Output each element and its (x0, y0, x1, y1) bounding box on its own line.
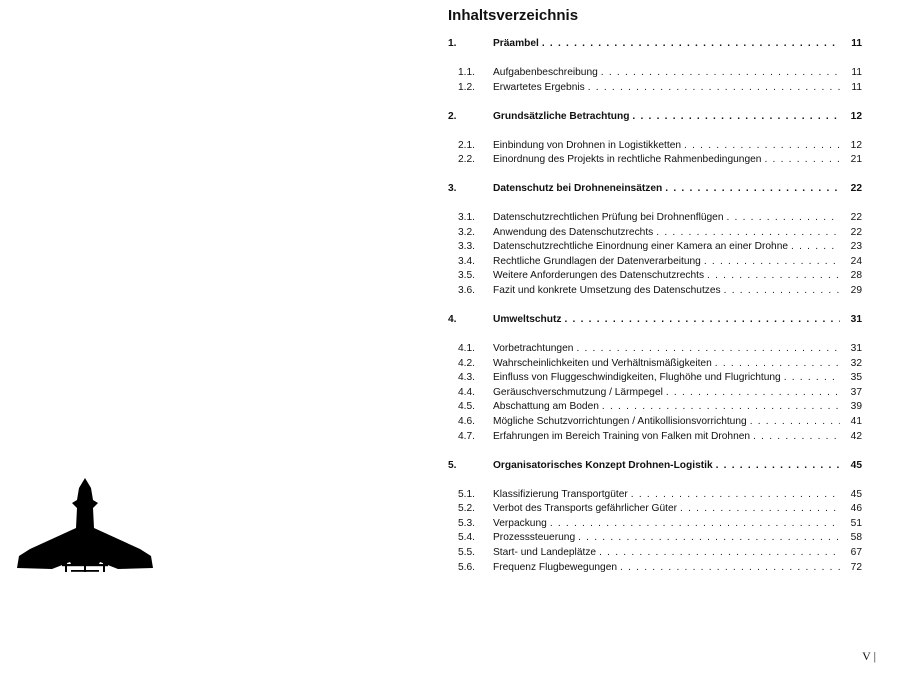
toc-subsection (448, 430, 862, 445)
toc-subsection (448, 357, 862, 372)
toc-entry-line (493, 269, 862, 284)
toc-subsection (448, 400, 862, 415)
toc-entry-page: 58 (850, 532, 862, 544)
toc-spacer (448, 168, 862, 182)
toc-subsection (448, 255, 862, 270)
toc-entry-line (493, 240, 862, 255)
toc-entry-line (493, 66, 862, 81)
toc-subsection (448, 371, 862, 386)
toc-entry-page: 46 (850, 503, 862, 515)
toc-spacer (448, 124, 862, 138)
dot-leader (666, 386, 840, 401)
toc-entry-line (493, 546, 862, 561)
toc-subsection (448, 517, 862, 532)
toc-entry-line (493, 81, 862, 96)
toc-entry-page: 42 (850, 430, 862, 442)
toc-section (448, 313, 862, 328)
dot-leader (632, 110, 840, 125)
toc-entry-number: 4.6. (458, 416, 475, 428)
toc-entry-page: 72 (850, 561, 862, 573)
toc-entry-line (493, 153, 862, 168)
toc-list (448, 37, 862, 575)
toc-entry-title: Erwartetes Ergebnis (493, 81, 588, 96)
toc-entry-title: Wahrscheinlichkeiten und Verhältnismäßigkeiten (493, 357, 715, 372)
toc-entry-number: 3.5. (458, 270, 475, 282)
toc-entry-page: 12 (850, 139, 862, 151)
dot-leader (576, 342, 840, 357)
dot-leader (565, 313, 841, 328)
toc-entry-line (493, 561, 862, 576)
toc-spacer (448, 52, 862, 66)
toc-section (448, 182, 862, 197)
toc-entry-number: 5.2. (458, 503, 475, 515)
dot-leader (601, 66, 840, 81)
toc-entry-line (493, 211, 862, 226)
toc-entry-number: 2. (448, 110, 457, 122)
toc-entry-page: 22 (850, 212, 862, 224)
toc-entry-number: 3.4. (458, 255, 475, 267)
toc-entry-title: Vorbetrachtungen (493, 342, 576, 357)
toc-entry-line (493, 284, 862, 299)
toc-entry-page: 67 (850, 546, 862, 558)
toc-subsection (448, 153, 862, 168)
toc-subsection (448, 546, 862, 561)
dot-leader (716, 459, 840, 474)
toc-entry-title: Klassifizierung Transportgüter (493, 488, 631, 503)
toc-spacer (448, 473, 862, 487)
dot-leader (727, 211, 841, 226)
toc-spacer (448, 95, 862, 109)
toc-entry-title: Start- und Landeplätze (493, 546, 599, 561)
toc-entry-number: 4. (448, 314, 457, 326)
toc-entry-page: 11 (851, 66, 862, 78)
toc-entry-number: 3.1. (458, 212, 475, 224)
dot-leader (750, 415, 840, 430)
toc-entry-page: 22 (850, 226, 862, 238)
toc-entry-title: Abschattung am Boden (493, 400, 602, 415)
toc-entry-page: 41 (850, 416, 862, 428)
toc-subsection (448, 386, 862, 401)
toc-entry-line (493, 531, 862, 546)
toc-entry-number: 5. (448, 459, 457, 471)
toc-entry-line (493, 386, 862, 401)
toc-subsection (448, 488, 862, 503)
toc-entry-page: 24 (850, 255, 862, 267)
toc-entry-page: 45 (850, 459, 862, 471)
toc-subsection (448, 226, 862, 241)
toc-entry-page: 12 (850, 110, 862, 122)
toc-entry-page: 45 (850, 488, 862, 500)
toc-entry-line (493, 430, 862, 445)
toc-entry-title: Verbot des Transports gefährlicher Güter (493, 502, 680, 517)
toc-entry-line (493, 313, 862, 328)
toc-entry-line (493, 255, 862, 270)
dot-leader (784, 371, 840, 386)
toc-subsection (448, 81, 862, 96)
toc-entry-number: 4.5. (458, 401, 475, 413)
toc-entry-title: Anwendung des Datenschutzrechts (493, 226, 656, 241)
toc-entry-page: 11 (851, 81, 862, 93)
dot-leader (665, 182, 840, 197)
toc-subsection (448, 211, 862, 226)
dot-leader (599, 546, 840, 561)
toc-entry-page: 37 (850, 386, 862, 398)
toc-entry-number: 5.6. (458, 561, 475, 573)
toc-entry-page: 23 (850, 241, 862, 253)
toc-entry-line (493, 182, 862, 197)
dot-leader (764, 153, 840, 168)
toc-entry-page: 31 (850, 343, 862, 355)
dot-leader (704, 255, 840, 270)
toc-entry-line (493, 517, 862, 532)
toc-entry-number: 5.1. (458, 488, 475, 500)
toc-entry-title: Umweltschutz (493, 313, 565, 328)
toc-entry-title: Datenschutzrechtlichen Prüfung bei Drohnenflügen (493, 211, 727, 226)
toc-entry-title: Verpackung (493, 517, 550, 532)
toc-subsection (448, 531, 862, 546)
toc-entry-title: Datenschutz bei Drohneneinsätzen (493, 182, 665, 197)
toc-subsection (448, 415, 862, 430)
dot-leader (588, 81, 840, 96)
toc-entry-number: 1.2. (458, 81, 475, 93)
toc-entry-title: Aufgabenbeschreibung (493, 66, 601, 81)
toc-entry-line (493, 110, 862, 125)
dot-leader (631, 488, 840, 503)
toc-entry-page: 35 (850, 372, 862, 384)
toc-subsection (448, 240, 862, 255)
dot-leader (656, 226, 840, 241)
toc-section (448, 459, 862, 474)
toc-entry-number: 4.2. (458, 357, 475, 369)
toc-entry-title: Organisatorisches Konzept Drohnen-Logistik (493, 459, 716, 474)
toc-entry-title: Frequenz Flugbewegungen (493, 561, 620, 576)
dot-leader (578, 531, 840, 546)
toc-entry-number: 1.1. (458, 66, 475, 78)
toc-entry-page: 21 (850, 154, 862, 166)
toc-title: Inhaltsverzeichnis (448, 7, 579, 24)
toc-entry-number: 4.4. (458, 386, 475, 398)
toc-entry-title: Weitere Anforderungen des Datenschutzrechts (493, 269, 707, 284)
toc-entry-number: 2.2. (458, 154, 475, 166)
toc-entry-page: 29 (850, 285, 862, 297)
toc-entry-number: 5.4. (458, 532, 475, 544)
dot-leader (791, 240, 840, 255)
toc-section (448, 37, 862, 52)
dot-leader (684, 139, 840, 154)
toc-entry-number: 4.3. (458, 372, 475, 384)
dot-leader (724, 284, 840, 299)
toc-entry-title: Fazit und konkrete Umsetzung des Datenschutzes (493, 284, 724, 299)
toc-entry-title: Grundsätzliche Betrachtung (493, 110, 632, 125)
toc-spacer (448, 444, 862, 458)
toc-subsection (448, 502, 862, 517)
toc-entry-title: Einfluss von Fluggeschwindigkeiten, Flughöhe und Flugrichtung (493, 371, 784, 386)
toc-entry-title: Mögliche Schutzvorrichtungen / Antikollisionsvorrichtung (493, 415, 750, 430)
dot-leader (602, 400, 840, 415)
toc-subsection (448, 139, 862, 154)
toc-entry-line (493, 488, 862, 503)
toc-entry-number: 3.2. (458, 226, 475, 238)
toc-entry-page: 22 (850, 183, 862, 195)
toc-subsection (448, 66, 862, 81)
toc-spacer (448, 197, 862, 211)
toc-entry-title: Erfahrungen im Bereich Training von Falken mit Drohnen (493, 430, 753, 445)
toc-entry-line (493, 37, 862, 52)
toc-entry-line (493, 459, 862, 474)
toc-entry-line (493, 357, 862, 372)
toc-entry-page: 31 (850, 314, 862, 326)
toc-subsection (448, 342, 862, 357)
toc-entry-title: Datenschutzrechtliche Einordnung einer Kamera an einer Drohne (493, 240, 791, 255)
toc-entry-page: 11 (851, 38, 862, 49)
drone-silhouette-icon (14, 476, 156, 576)
toc-subsection (448, 284, 862, 299)
dot-leader (542, 37, 840, 52)
toc-entry-number: 3.3. (458, 241, 475, 253)
toc-entry-line (493, 415, 862, 430)
dot-leader (707, 269, 840, 284)
table-of-contents (448, 6, 862, 575)
toc-subsection (448, 561, 862, 576)
dot-leader (680, 502, 840, 517)
toc-section (448, 110, 862, 125)
toc-entry-line (493, 400, 862, 415)
toc-entry-title: Präambel (493, 37, 542, 52)
toc-entry-title: Einbindung von Drohnen in Logistikketten (493, 139, 684, 154)
toc-entry-title: Prozesssteuerung (493, 531, 578, 546)
toc-entry-page: 51 (850, 517, 862, 529)
toc-entry-line (493, 502, 862, 517)
toc-entry-line (493, 226, 862, 241)
toc-entry-line (493, 342, 862, 357)
toc-subsection (448, 269, 862, 284)
toc-entry-title: Rechtliche Grundlagen der Datenverarbeitung (493, 255, 704, 270)
toc-spacer (448, 328, 862, 342)
toc-entry-title: Einordnung des Projekts in rechtliche Rahmenbedingungen (493, 153, 764, 168)
toc-entry-number: 2.1. (458, 139, 475, 151)
page-number: V | (862, 649, 876, 663)
toc-spacer (448, 299, 862, 313)
toc-entry-number: 4.7. (458, 430, 475, 442)
toc-entry-number: 3. (448, 183, 457, 195)
dot-leader (753, 430, 840, 445)
toc-entry-line (493, 139, 862, 154)
toc-entry-number: 4.1. (458, 343, 475, 355)
toc-entry-number: 5.3. (458, 517, 475, 529)
dot-leader (620, 561, 840, 576)
toc-entry-line (493, 371, 862, 386)
toc-entry-page: 32 (850, 357, 862, 369)
toc-entry-page: 39 (850, 401, 862, 413)
toc-entry-title: Geräuschverschmutzung / Lärmpegel (493, 386, 666, 401)
dot-leader (715, 357, 840, 372)
toc-entry-page: 28 (850, 270, 862, 282)
toc-entry-number: 3.6. (458, 285, 475, 297)
toc-entry-number: 1. (448, 38, 457, 49)
toc-entry-number: 5.5. (458, 546, 475, 558)
dot-leader (550, 517, 840, 532)
